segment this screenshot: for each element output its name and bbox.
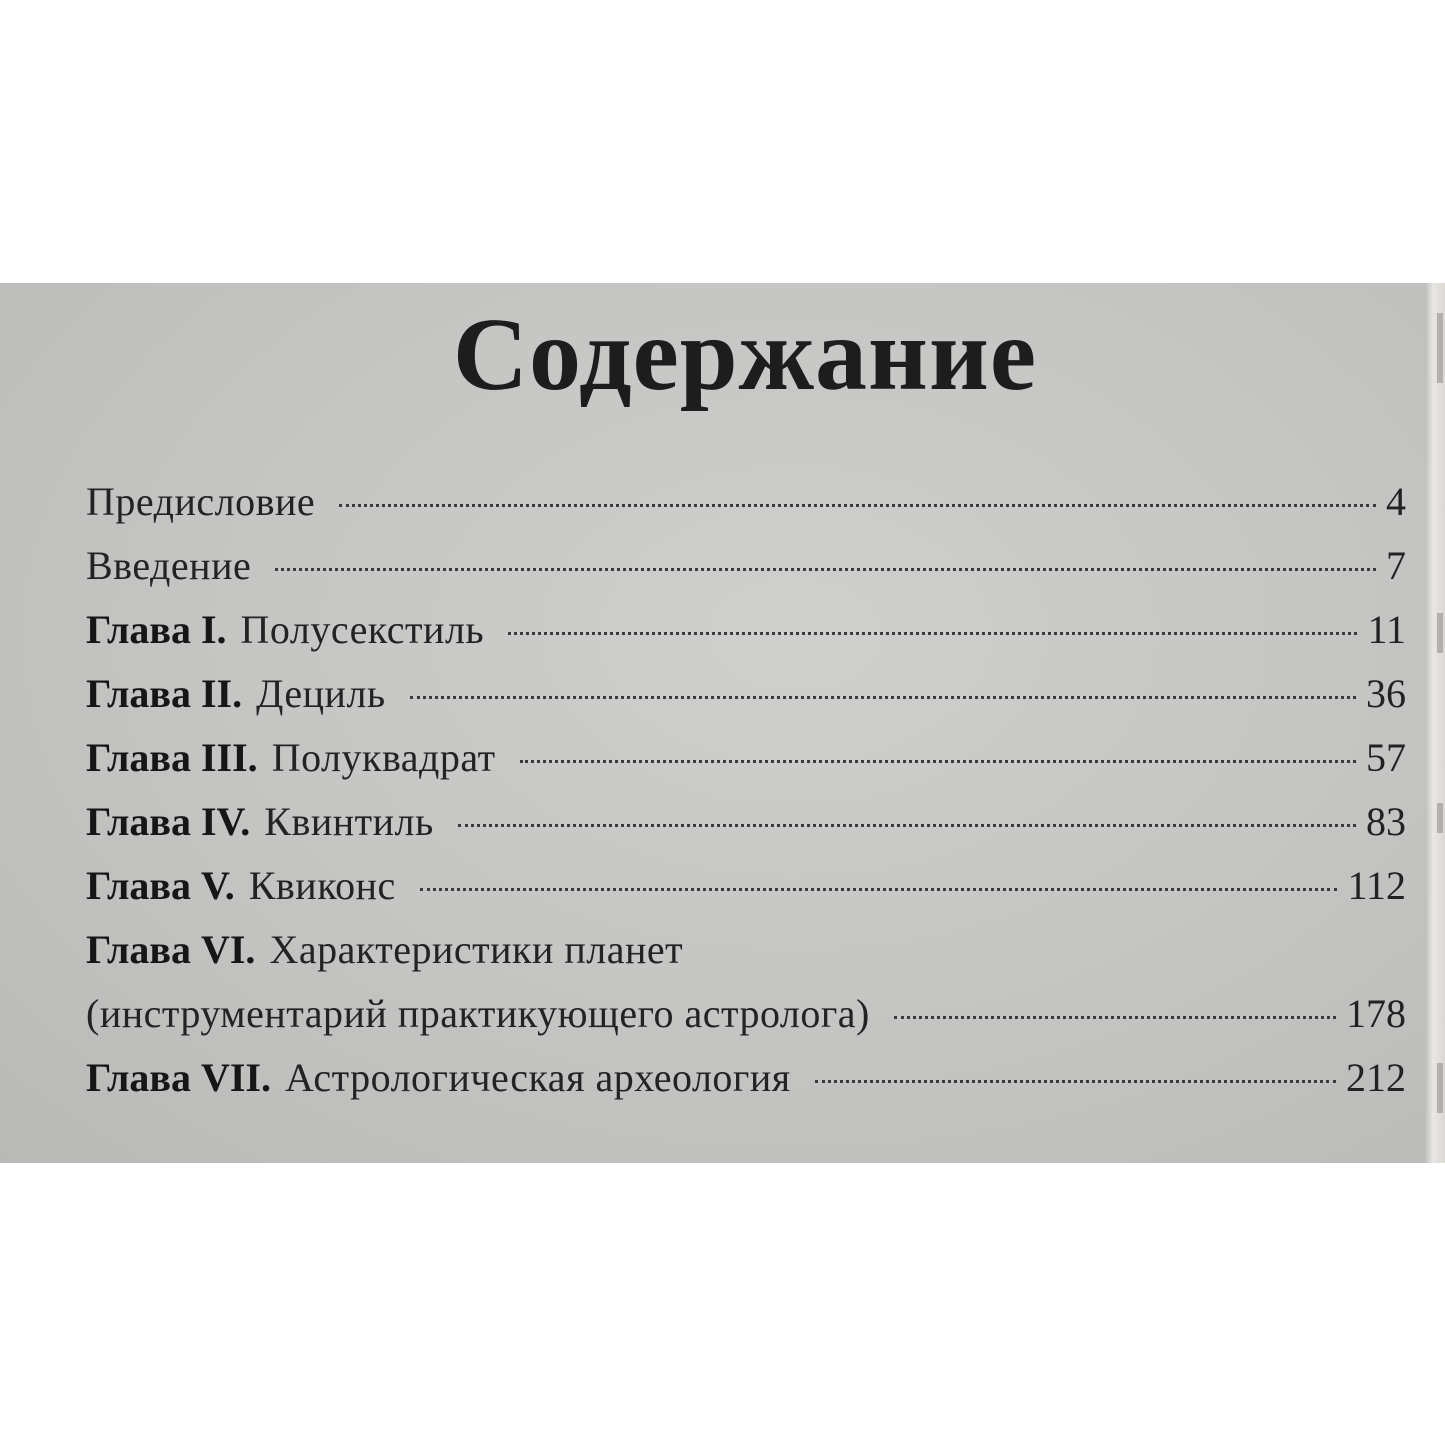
chapter-label: Глава I. — [86, 607, 227, 652]
chapter-label: Глава III. — [86, 735, 258, 780]
dot-leader — [508, 632, 1357, 635]
page-number: 83 — [1366, 799, 1406, 844]
entry-title-continued: (инструментарий практикующего астролога) — [86, 991, 870, 1036]
dot-leader — [420, 888, 1338, 891]
toc-entry-chapter-6[interactable] — [86, 926, 1406, 990]
toc-heading: Содержание — [452, 297, 1038, 412]
entry-title: Квиконс — [248, 863, 396, 908]
entry-title: Характеристики планет — [269, 927, 684, 972]
dot-leader — [275, 568, 1376, 571]
page-number: 57 — [1366, 735, 1406, 780]
page-number: 212 — [1346, 1055, 1406, 1100]
toc-entry-introduction[interactable] — [86, 542, 1406, 606]
chapter-label: Глава VII. — [86, 1055, 271, 1100]
dot-leader — [339, 504, 1376, 507]
entry-title: Предисловие — [86, 479, 316, 524]
page-number: 11 — [1367, 607, 1406, 652]
toc-entry-chapter-3[interactable] — [86, 734, 1406, 798]
entry-title: Астрологическая археология — [285, 1055, 791, 1100]
toc-entry-chapter-1[interactable] — [86, 606, 1406, 670]
table-of-contents — [86, 478, 1406, 1118]
edge-mark — [1437, 613, 1443, 653]
toc-entry-chapter-7[interactable] — [86, 1054, 1406, 1118]
page-number: 112 — [1347, 863, 1406, 908]
page-number: 36 — [1366, 671, 1406, 716]
toc-entry-chapter-6-continued[interactable] — [86, 990, 1406, 1054]
entry-title: Квинтиль — [264, 799, 434, 844]
toc-entry-chapter-5[interactable] — [86, 862, 1406, 926]
chapter-label: Глава V. — [86, 863, 235, 908]
entry-title: Полуквадрат — [271, 735, 496, 780]
dot-leader — [520, 760, 1356, 763]
book-page-photo — [0, 283, 1445, 1163]
edge-mark — [1437, 1063, 1443, 1113]
page-number: 4 — [1386, 479, 1406, 524]
dot-leader — [410, 696, 1356, 699]
entry-title: Полусекстиль — [240, 607, 485, 652]
chapter-label: Глава IV. — [86, 799, 251, 844]
edge-mark — [1437, 803, 1443, 833]
dot-leader — [815, 1080, 1336, 1083]
chapter-label: Глава II. — [86, 671, 243, 716]
page-number: 178 — [1346, 991, 1406, 1036]
toc-entry-preface[interactable] — [86, 478, 1406, 542]
page-number: 7 — [1386, 543, 1406, 588]
adjacent-page-edge — [1425, 283, 1445, 1163]
entry-title: Введение — [86, 543, 252, 588]
dot-leader — [894, 1016, 1336, 1019]
toc-entry-chapter-4[interactable] — [86, 798, 1406, 862]
entry-title: Дециль — [256, 671, 386, 716]
dot-leader — [458, 824, 1356, 827]
chapter-label: Глава VI. — [86, 927, 256, 972]
toc-entry-chapter-2[interactable] — [86, 670, 1406, 734]
